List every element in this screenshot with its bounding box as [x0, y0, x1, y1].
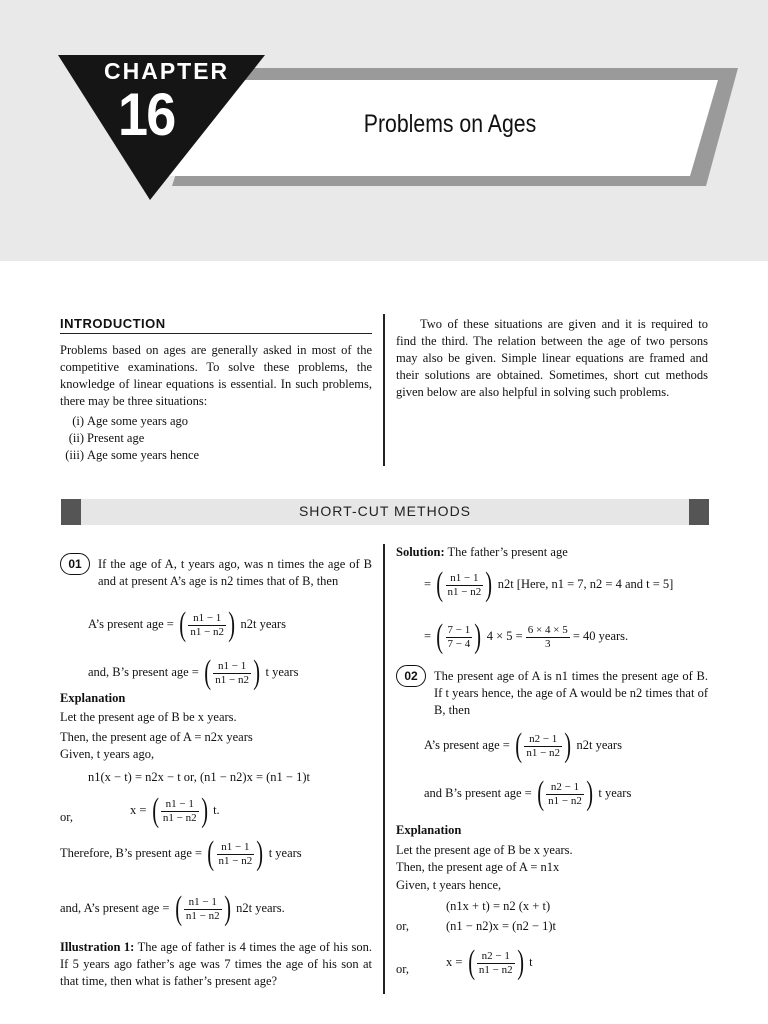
formula-label: A’s present age = — [88, 616, 174, 631]
method2-line-1: Let the present age of B be x years. — [396, 843, 573, 857]
formula-suffix: t years — [265, 664, 299, 679]
method1-b-formula: and, B’s present age = ( $\frac{n1 - 1}{n1 - n2}$ ) t years — [88, 654, 299, 691]
list-item: (iii) Age some years hence — [65, 448, 200, 462]
method2-x-formula: x = ( $\frac{n2 - 1}{n1 - n2}$ ) t — [446, 944, 533, 981]
method-badge-01: 01 — [60, 553, 90, 575]
solution-heading: Solution: The father’s present age — [396, 545, 568, 559]
method1-explanation-heading: Explanation — [60, 691, 126, 705]
chapter-number: 16 — [118, 81, 175, 148]
method1-line-2: Then, the present age of A = n2x years — [60, 730, 253, 744]
method1-a-formula: A’s present age = ( $\frac{n1 - 1}{n1 - n2}$ ) n2t years — [88, 606, 286, 643]
chapter-title: Problems on Ages — [363, 110, 537, 138]
illustration-text: The age of father is 4 times the age of his son. If 5 years ago father’s age was 7 times the age of his son at that time, then what is father’s present age? — [60, 940, 372, 988]
method1-therefore-formula: Therefore, B’s present age = ( $\frac{n1 - 1}{n1 - n2}$ ) t years — [60, 835, 302, 872]
method1-x-formula: x = ( $\frac{n1 - 1}{n1 - n2}$ ) t. — [130, 792, 220, 829]
method2-eq-1: (n1x + t) = n2 (x + t) — [446, 899, 551, 913]
intro-heading: INTRODUCTION — [60, 316, 166, 331]
method2-or-label: or, — [396, 919, 410, 933]
method2-b-formula: and B’s present age = ( $\frac{n2 - 1}{n1 - n2}$ ) t years — [424, 775, 632, 812]
method1-line-3: Given, t years ago, — [60, 747, 155, 761]
method2-line-3: Given, t years hence, — [396, 878, 502, 892]
method1-line-1: Let the present age of B be x years. — [60, 710, 237, 724]
method2-or-label-2: or, — [396, 962, 410, 976]
method1-and-formula: and, A’s present age = ( $\frac{n1 - 1}{n1 - n2}$ ) n2t years. — [60, 890, 285, 927]
intro-right-paragraph: Two of these situations are given and it is required to find the third. The relation between the age of two persons may also be given. Simple linear equations are framed and their solutions are obtained. Sometimes, short cut methods given below are also helpful in solving such problems. — [396, 317, 708, 399]
method-badge-02: 02 — [396, 665, 426, 687]
method1-statement: If the age of A, t years ago, was n times the age of B and at present A’s age is n2 times that of B, then — [98, 557, 372, 588]
illustration-1 — [60, 939, 372, 990]
method2-eq-2: (n1 − n2)x = (n2 − 1)t — [446, 919, 557, 933]
chapter-label: CHAPTER — [104, 58, 230, 84]
method2-statement: The present age of A is n1 times the present age of B. If t years hence, the age of A would be n2 times that of B, then — [434, 669, 708, 717]
list-item: (i) Age some years ago — [72, 414, 189, 428]
solution-line-2: = ( $\frac{7 - 1}{7 - 4}$ ) 4 × 5 = $\frac{6 \times 4 \times 5}{3}$ = 40 years. — [424, 618, 629, 655]
method1-line-4: n1(x − t) = n2x − t or, (n1 − n2)x = (n1 − 1)t — [88, 770, 310, 784]
intro-list — [60, 413, 199, 464]
shortcut-heading: SHORT-CUT METHODS — [298, 503, 472, 519]
method1-or-label: or, — [60, 810, 74, 824]
column-divider-lower — [383, 544, 385, 994]
formula-label: and, B’s present age = — [88, 664, 199, 679]
column-divider — [383, 314, 385, 466]
method2-a-formula: A’s present age = ( $\frac{n2 - 1}{n1 - n2}$ ) n2t years — [424, 727, 622, 764]
method2-explanation-heading: Explanation — [396, 823, 462, 837]
intro-paragraph: Problems based on ages are generally asked in most of the competitive examinations. To solve these problems, the knowledge of linear equations is essential. In such problems, there may be three situations: — [60, 343, 372, 408]
method2-line-2: Then, the present age of A = n1x — [396, 860, 560, 874]
list-item: (ii) Present age — [68, 431, 145, 445]
illustration-label: Illustration 1: — [60, 940, 135, 954]
shortcut-section-bar — [61, 499, 709, 525]
intro-heading-rule — [60, 333, 372, 334]
formula-suffix: n2t years — [240, 616, 286, 631]
chapter-banner — [0, 0, 768, 261]
solution-line-1: = ( $\frac{n1 - 1}{n1 - n2}$ ) n2t [Here, n1 = 7, n2 = 4 and t = 5] — [424, 566, 674, 603]
